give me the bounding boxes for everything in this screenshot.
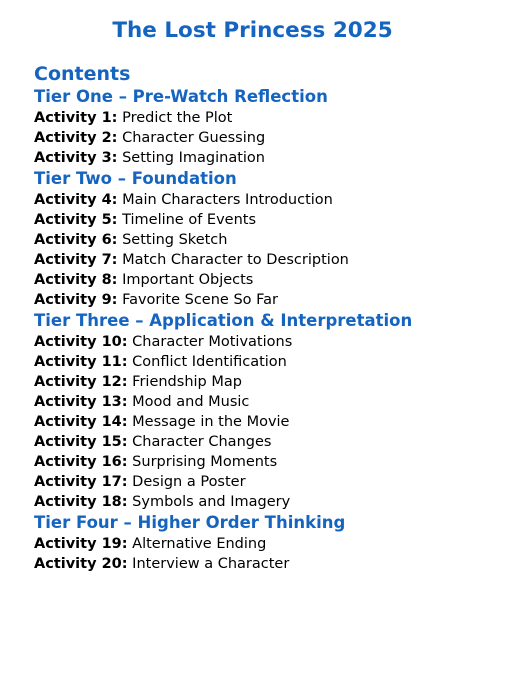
activity-item: [34, 392, 494, 412]
activity-label: Activity 16:: [34, 454, 128, 470]
activity-item: [34, 554, 494, 574]
activity-title: Message in the Movie: [132, 414, 290, 430]
tier-section: [34, 168, 494, 310]
tier-section: [34, 310, 494, 512]
activity-title: Main Characters Introduction: [122, 192, 333, 208]
activity-title: Interview a Character: [132, 556, 290, 572]
activity-label: Activity 8:: [34, 272, 118, 288]
activity-item: [34, 372, 494, 392]
activity-label: Activity 3:: [34, 150, 118, 166]
activity-label: Activity 15:: [34, 434, 128, 450]
activity-item: [34, 230, 494, 250]
activity-item: [34, 472, 494, 492]
activity-title: Predict the Plot: [122, 110, 233, 126]
contents-heading: Contents: [34, 63, 131, 85]
activity-title: Alternative Ending: [132, 536, 267, 552]
activity-item: [34, 190, 494, 210]
activity-title: Design a Poster: [132, 474, 246, 490]
activity-label: Activity 13:: [34, 394, 128, 410]
activity-title: Setting Imagination: [122, 150, 265, 166]
activity-title: Important Objects: [122, 272, 254, 288]
activity-item: [34, 250, 494, 270]
tier-heading: Tier One – Pre-Watch Reflection: [34, 87, 328, 106]
activity-title: Character Motivations: [132, 334, 293, 350]
activity-label: Activity 5:: [34, 212, 118, 228]
activity-item: [34, 210, 494, 230]
activity-label: Activity 11:: [34, 354, 128, 370]
activity-label: Activity 10:: [34, 334, 128, 350]
activity-title: Conflict Identification: [132, 354, 287, 370]
activity-label: Activity 18:: [34, 494, 128, 510]
activity-title: Surprising Moments: [132, 454, 278, 470]
activity-title: Friendship Map: [132, 374, 242, 390]
activity-item: [34, 412, 494, 432]
table-of-contents: [34, 62, 494, 574]
activity-label: Activity 9:: [34, 292, 118, 308]
tier-heading: Tier Two – Foundation: [34, 169, 237, 188]
activity-title: Mood and Music: [132, 394, 250, 410]
activity-label: Activity 19:: [34, 536, 128, 552]
activity-label: Activity 6:: [34, 232, 118, 248]
activity-label: Activity 12:: [34, 374, 128, 390]
activity-label: Activity 4:: [34, 192, 118, 208]
activity-item: [34, 352, 494, 372]
document-title: The Lost Princess 2025: [112, 18, 393, 43]
activity-label: Activity 2:: [34, 130, 118, 146]
activity-label: Activity 7:: [34, 252, 118, 268]
activity-item: [34, 290, 494, 310]
activity-item: [34, 432, 494, 452]
activity-item: [34, 148, 494, 168]
activity-label: Activity 14:: [34, 414, 128, 430]
activity-item: [34, 534, 494, 554]
activity-title: Setting Sketch: [122, 232, 228, 248]
activity-label: Activity 1:: [34, 110, 118, 126]
activity-title: Timeline of Events: [122, 212, 257, 228]
activity-item: [34, 270, 494, 290]
activity-title: Character Changes: [132, 434, 272, 450]
activity-title: Character Guessing: [122, 130, 266, 146]
activity-item: [34, 332, 494, 352]
activity-label: Activity 17:: [34, 474, 128, 490]
activity-label: Activity 20:: [34, 556, 128, 572]
activity-item: [34, 452, 494, 472]
tier-section: [34, 86, 494, 168]
activity-title: Match Character to Description: [122, 252, 349, 268]
activity-item: [34, 108, 494, 128]
activity-title: Symbols and Imagery: [132, 494, 291, 510]
activity-item: [34, 128, 494, 148]
tier-heading: Tier Four – Higher Order Thinking: [34, 513, 346, 532]
tier-section: [34, 512, 494, 574]
activity-title: Favorite Scene So Far: [122, 292, 278, 308]
activity-item: [34, 492, 494, 512]
tier-heading: Tier Three – Application & Interpretation: [34, 311, 413, 330]
